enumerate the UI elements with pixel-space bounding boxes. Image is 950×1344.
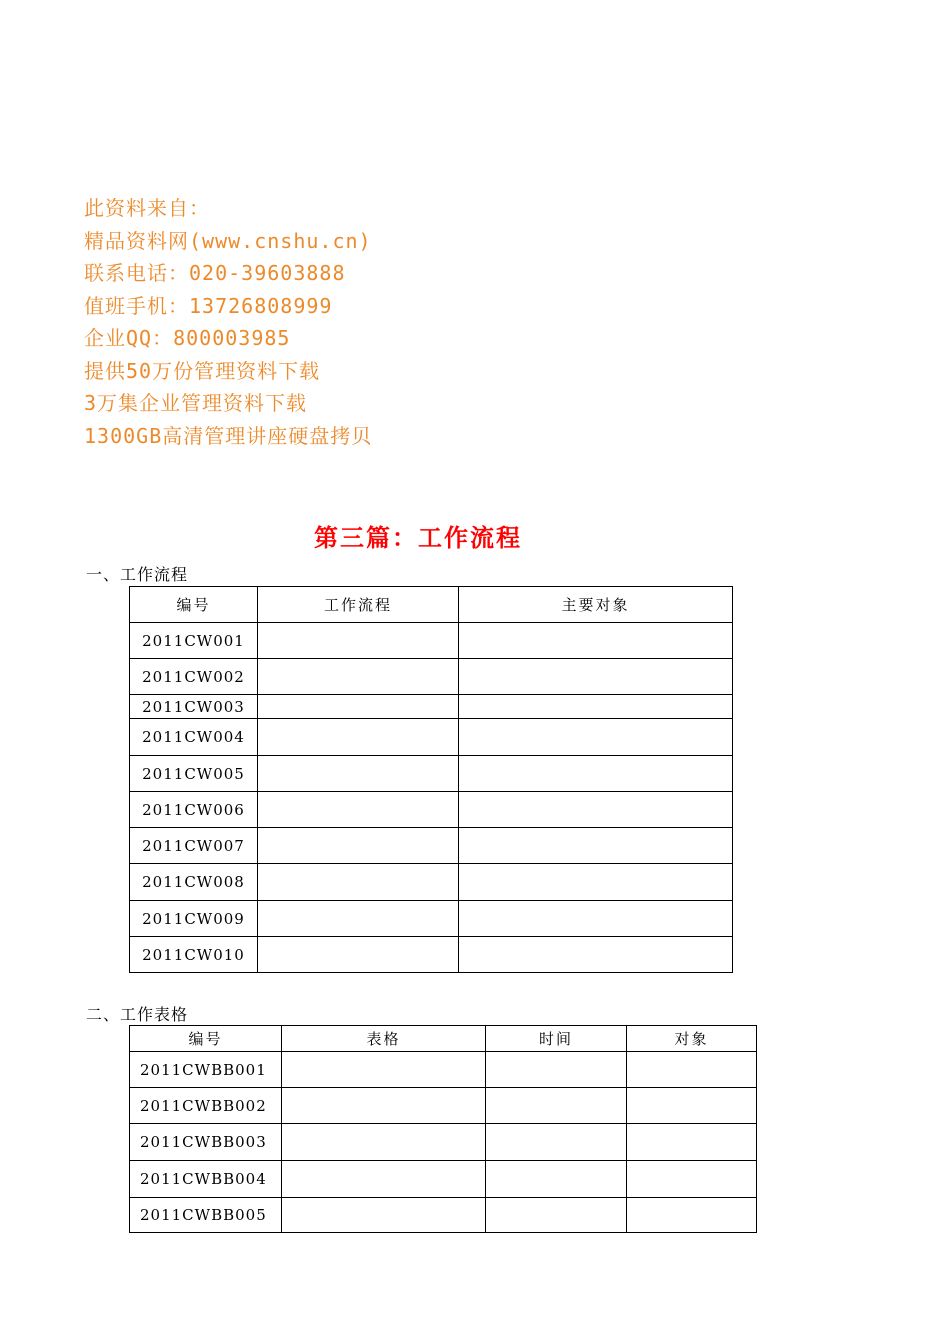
- section-heading-forms: 二、工作表格: [86, 1005, 189, 1024]
- target-cell: [459, 864, 733, 901]
- row-code: 2011CW003: [130, 695, 258, 719]
- form-cell: [282, 1161, 486, 1198]
- table-row: [130, 1124, 757, 1161]
- table-header-row: [130, 587, 733, 623]
- workflow-cell: [258, 937, 459, 973]
- table-row: [130, 695, 733, 719]
- target-cell: [459, 623, 733, 659]
- table-row: [130, 623, 733, 659]
- workflow-cell: [258, 719, 459, 756]
- promo-line: 精品资料网(www.cnshu.cn): [84, 228, 372, 253]
- row-code: 2011CW002: [130, 659, 258, 695]
- row-code: 2011CW010: [130, 937, 258, 973]
- target-cell: [459, 937, 733, 973]
- target-cell: [459, 695, 733, 719]
- row-code: 2011CWBB004: [130, 1161, 282, 1198]
- column-header-workflow: 工作流程: [258, 587, 459, 623]
- column-header-code: 编号: [130, 587, 258, 623]
- target-cell: [627, 1052, 757, 1088]
- promo-line: 此资料来自：: [84, 196, 210, 220]
- form-cell: [282, 1088, 486, 1124]
- workflow-cell: [258, 901, 459, 937]
- row-code: 2011CWBB003: [130, 1124, 282, 1161]
- workflow-cell: [258, 623, 459, 659]
- promo-line: 1300GB高清管理讲座硬盘拷贝: [84, 423, 373, 448]
- target-cell: [459, 901, 733, 937]
- column-header-target: 对象: [627, 1026, 757, 1052]
- row-code: 2011CW001: [130, 623, 258, 659]
- row-code: 2011CW008: [130, 864, 258, 901]
- column-header-time: 时间: [486, 1026, 627, 1052]
- table-row: [130, 864, 733, 901]
- workflow-cell: [258, 659, 459, 695]
- promo-line: 3万集企业管理资料下载: [84, 391, 308, 415]
- workflow-cell: [258, 828, 459, 864]
- table-row: [130, 1198, 757, 1233]
- page-title: 第三篇：工作流程: [314, 523, 522, 552]
- target-cell: [627, 1161, 757, 1198]
- time-cell: [486, 1198, 627, 1233]
- table-row: [130, 792, 733, 828]
- row-code: 2011CW004: [130, 719, 258, 756]
- table-row: [130, 756, 733, 792]
- workflow-cell: [258, 695, 459, 719]
- form-cell: [282, 1124, 486, 1161]
- target-cell: [627, 1088, 757, 1124]
- column-header-code: 编号: [130, 1026, 282, 1052]
- promo-line: 企业QQ：800003985: [84, 326, 291, 350]
- table-row: [130, 719, 733, 756]
- target-cell: [459, 756, 733, 792]
- table-row: [130, 659, 733, 695]
- workflow-cell: [258, 792, 459, 828]
- time-cell: [486, 1088, 627, 1124]
- table-row: [130, 1052, 757, 1088]
- table-header-row: [130, 1026, 757, 1052]
- table-row: [130, 828, 733, 864]
- table-row: [130, 901, 733, 937]
- form-cell: [282, 1052, 486, 1088]
- workflow-table: [129, 586, 733, 973]
- target-cell: [627, 1198, 757, 1233]
- promo-line: 值班手机：13726808999: [84, 293, 333, 318]
- form-cell: [282, 1198, 486, 1233]
- time-cell: [486, 1052, 627, 1088]
- target-cell: [627, 1124, 757, 1161]
- forms-table: [129, 1025, 757, 1233]
- row-code: 2011CW006: [130, 792, 258, 828]
- target-cell: [459, 792, 733, 828]
- table-row: [130, 937, 733, 973]
- target-cell: [459, 828, 733, 864]
- row-code: 2011CW007: [130, 828, 258, 864]
- row-code: 2011CW005: [130, 756, 258, 792]
- row-code: 2011CWBB005: [130, 1198, 282, 1233]
- row-code: 2011CWBB001: [130, 1052, 282, 1088]
- table-row: [130, 1161, 757, 1198]
- target-cell: [459, 719, 733, 756]
- column-header-main-target: 主要对象: [459, 587, 733, 623]
- row-code: 2011CW009: [130, 901, 258, 937]
- promo-line: 联系电话：020-39603888: [84, 261, 346, 285]
- row-code: 2011CWBB002: [130, 1088, 282, 1124]
- section-heading-workflow: 一、工作流程: [86, 565, 189, 584]
- promo-line: 提供50万份管理资料下载: [84, 358, 321, 383]
- workflow-cell: [258, 864, 459, 901]
- time-cell: [486, 1124, 627, 1161]
- promo-block: [84, 192, 372, 452]
- column-header-form: 表格: [282, 1026, 486, 1052]
- workflow-cell: [258, 756, 459, 792]
- table-row: [130, 1088, 757, 1124]
- time-cell: [486, 1161, 627, 1198]
- target-cell: [459, 659, 733, 695]
